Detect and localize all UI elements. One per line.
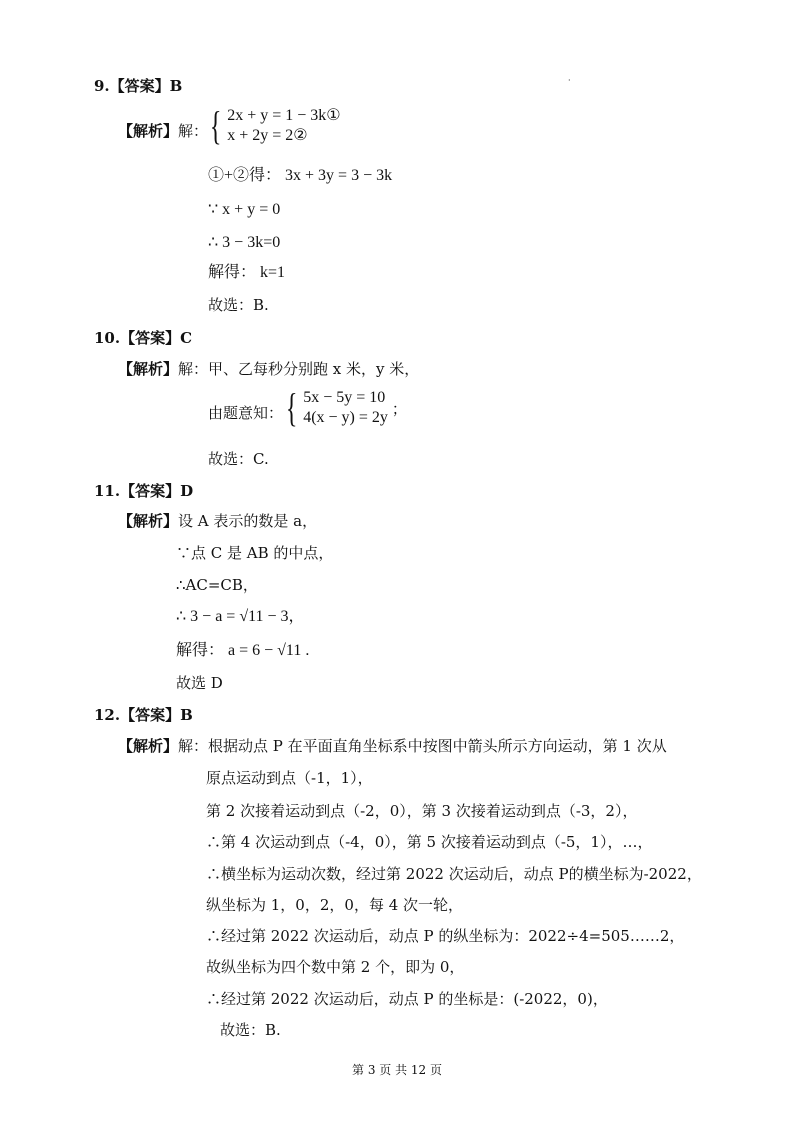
q9-step-1: ①+②得： 3x + 3y = 3 − 3k: [208, 167, 393, 184]
q12-line-7: 故纵坐标为四个数中第 2 个，即为 0，: [206, 958, 465, 976]
stray-dot: ·: [568, 76, 571, 85]
q11-step-1: ∵点 C 是 AB 的中点，: [176, 544, 334, 562]
analysis-label: 【解析】: [118, 360, 179, 378]
q10-equation-system: [282, 385, 407, 430]
q12-intro: 解：根据动点 P 在平面直角坐标系中按图中箭头所示方向运动，第 1 次从: [178, 737, 667, 755]
q12-line-6: ∴经过第 2022 次运动后，动点 P 的纵坐标为：2022÷4=505……2，: [206, 927, 685, 945]
q10-sys-suffix: ；: [391, 399, 407, 418]
q12-line-4: ∴横坐标为运动次数，经过第 2022 次运动后，动点 P的横坐标为-2022，: [206, 865, 702, 883]
q12-line-2: 第 2 次接着运动到点（-2，0），第 3 次接着运动到点（-3，2），: [206, 802, 638, 820]
q11-step-2: ∴AC=CB，: [176, 576, 258, 594]
q12-line-1: 原点运动到点（-1，1），: [206, 769, 373, 787]
q10-equation-2: 4(x − y) = 2y: [303, 409, 388, 426]
q12-line-5: 纵坐标为 1，0，2，0，每 4 次一轮，: [206, 896, 464, 914]
q9-step-4: 解得： k=1: [208, 264, 286, 281]
analysis-label: 【解析】: [118, 122, 179, 140]
q12-line-3: ∴第 4 次运动到点（-4，0），第 5 次接着运动到点（-5，1），…，: [206, 833, 653, 851]
q9-equation-2: x + 2y = 2②: [227, 127, 308, 144]
q11-step-4: 解得： a = 6 − √11 .: [176, 642, 310, 659]
q9-heading: 9.【答案】B: [94, 77, 183, 95]
q10-equation-1: 5x − 5y = 10: [303, 389, 386, 406]
q9-step-2: ∵ x + y = 0: [208, 201, 281, 218]
brace-symbol: {: [285, 385, 298, 430]
q12-line-8: ∴经过第 2022 次运动后，动点 P 的坐标是：(-2022，0)，: [206, 990, 608, 1008]
q10-analysis: [118, 359, 419, 379]
q9-step-5: 故选：B.: [208, 296, 269, 314]
analysis-label: 【解析】: [118, 512, 179, 530]
q12-final: 故选：B.: [220, 1021, 281, 1039]
q9-analysis: [118, 121, 208, 141]
q10-intro: 解：甲、乙每秒分别跑 x 米，y 米，: [178, 360, 420, 378]
q11-step-5: 故选 D: [176, 674, 223, 692]
q11-analysis: [118, 511, 317, 531]
q9-equation-system: [206, 103, 341, 148]
q9-intro: 解：: [178, 122, 209, 140]
brace-symbol: {: [209, 103, 222, 148]
q11-step-3: ∴ 3 − a = √11 − 3，: [176, 608, 305, 625]
q11-intro: 设 A 表示的数是 a，: [178, 512, 318, 530]
q9-equation-1: 2x + y = 1 − 3k①: [227, 107, 341, 124]
q10-final: 故选：C.: [208, 450, 269, 468]
q12-analysis: [118, 736, 667, 756]
analysis-label: 【解析】: [118, 737, 179, 755]
q11-heading: 11.【答案】D: [94, 482, 194, 500]
page-footer: 第 3 页 共 12 页: [352, 1063, 442, 1077]
q10-sys-prefix: 由题意知：: [208, 404, 284, 422]
q12-heading: 12.【答案】B: [94, 706, 193, 724]
q9-step-3: ∴ 3 − 3k=0: [208, 234, 281, 251]
q10-heading: 10.【答案】C: [94, 329, 193, 347]
